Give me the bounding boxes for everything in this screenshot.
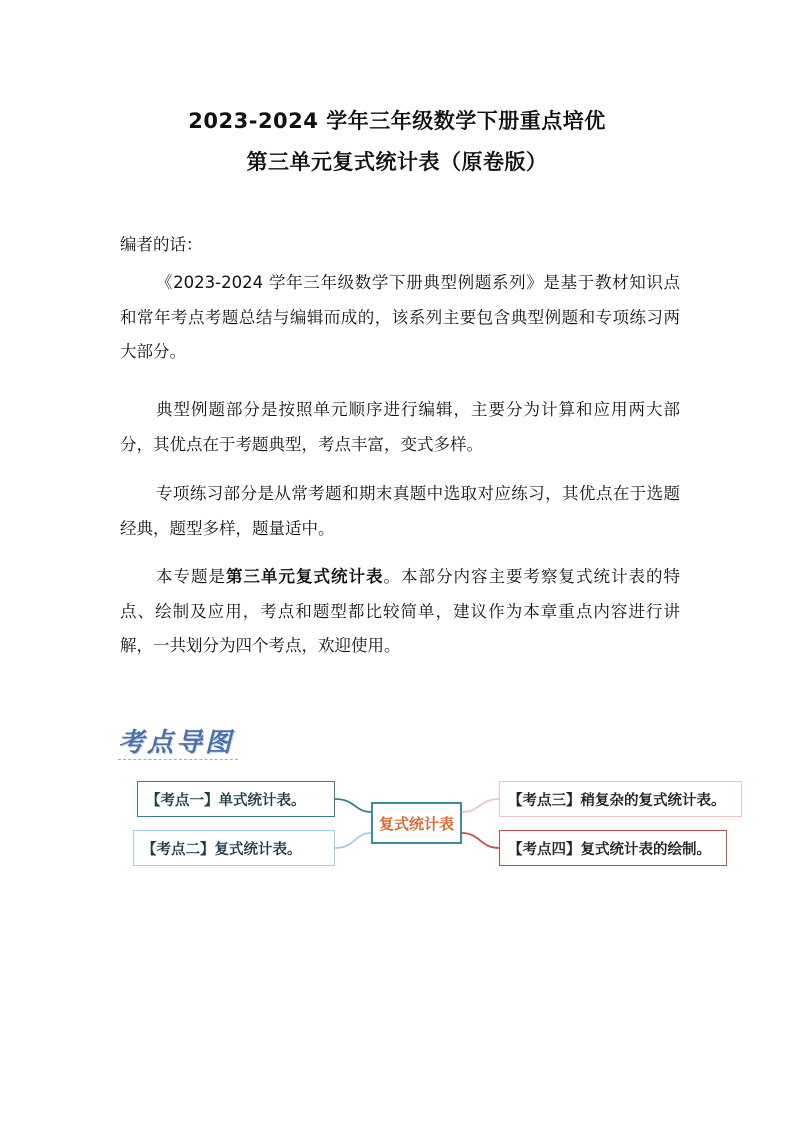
mindmap-node-2: 【考点二】复式统计表。 — [133, 830, 335, 866]
editor-note-paragraph-1: 《2023-2024 学年三年级数学下册典型例题系列》是基于教材知识点和常年考点考题总结与编辑而成的，该系列主要包含典型例题和专项练习两大部分。 — [120, 273, 680, 361]
connector-1 — [335, 799, 371, 812]
p4-topic: 第三单元复式统计表 — [226, 567, 384, 586]
connector-4 — [462, 833, 499, 848]
mindmap-node-3: 【考点三】稍复杂的复式统计表。 — [499, 781, 742, 817]
p4-intro: 本专题是 — [156, 567, 226, 586]
document-subtitle: 第三单元复式统计表（原卷版） — [246, 150, 548, 174]
editor-note-heading: 编者的话： — [120, 235, 203, 254]
connector-2 — [335, 833, 371, 848]
editor-note-paragraph-3: 专项练习部分是从常考题和期末真题中选取对应练习，其优点在于选题经典，题型多样，题量适中。 — [120, 484, 680, 538]
editor-note-paragraph-2: 典型例题部分是按照单元顺序进行编辑，主要分为计算和应用两大部分，其优点在于考题典型，考点丰富，变式多样。 — [120, 400, 680, 454]
p4-body: 。本部分内容主要考察复式统计表的特点、绘制及应用，考点和题型都比较简单，建议作为本章重点内容进行讲解，一共划分为四个考点，欢迎使用。 — [120, 567, 680, 655]
mindmap-center-node: 复式统计表 — [371, 802, 462, 844]
mindmap-node-1: 【考点一】单式统计表。 — [137, 781, 335, 817]
connector-3 — [462, 799, 499, 812]
mindmap-heading: 考点导图 — [118, 728, 235, 758]
mindmap-node-4: 【考点四】复式统计表的绘制。 — [499, 830, 727, 866]
document-title: 2023-2024 学年三年级数学下册重点培优 — [188, 109, 606, 133]
